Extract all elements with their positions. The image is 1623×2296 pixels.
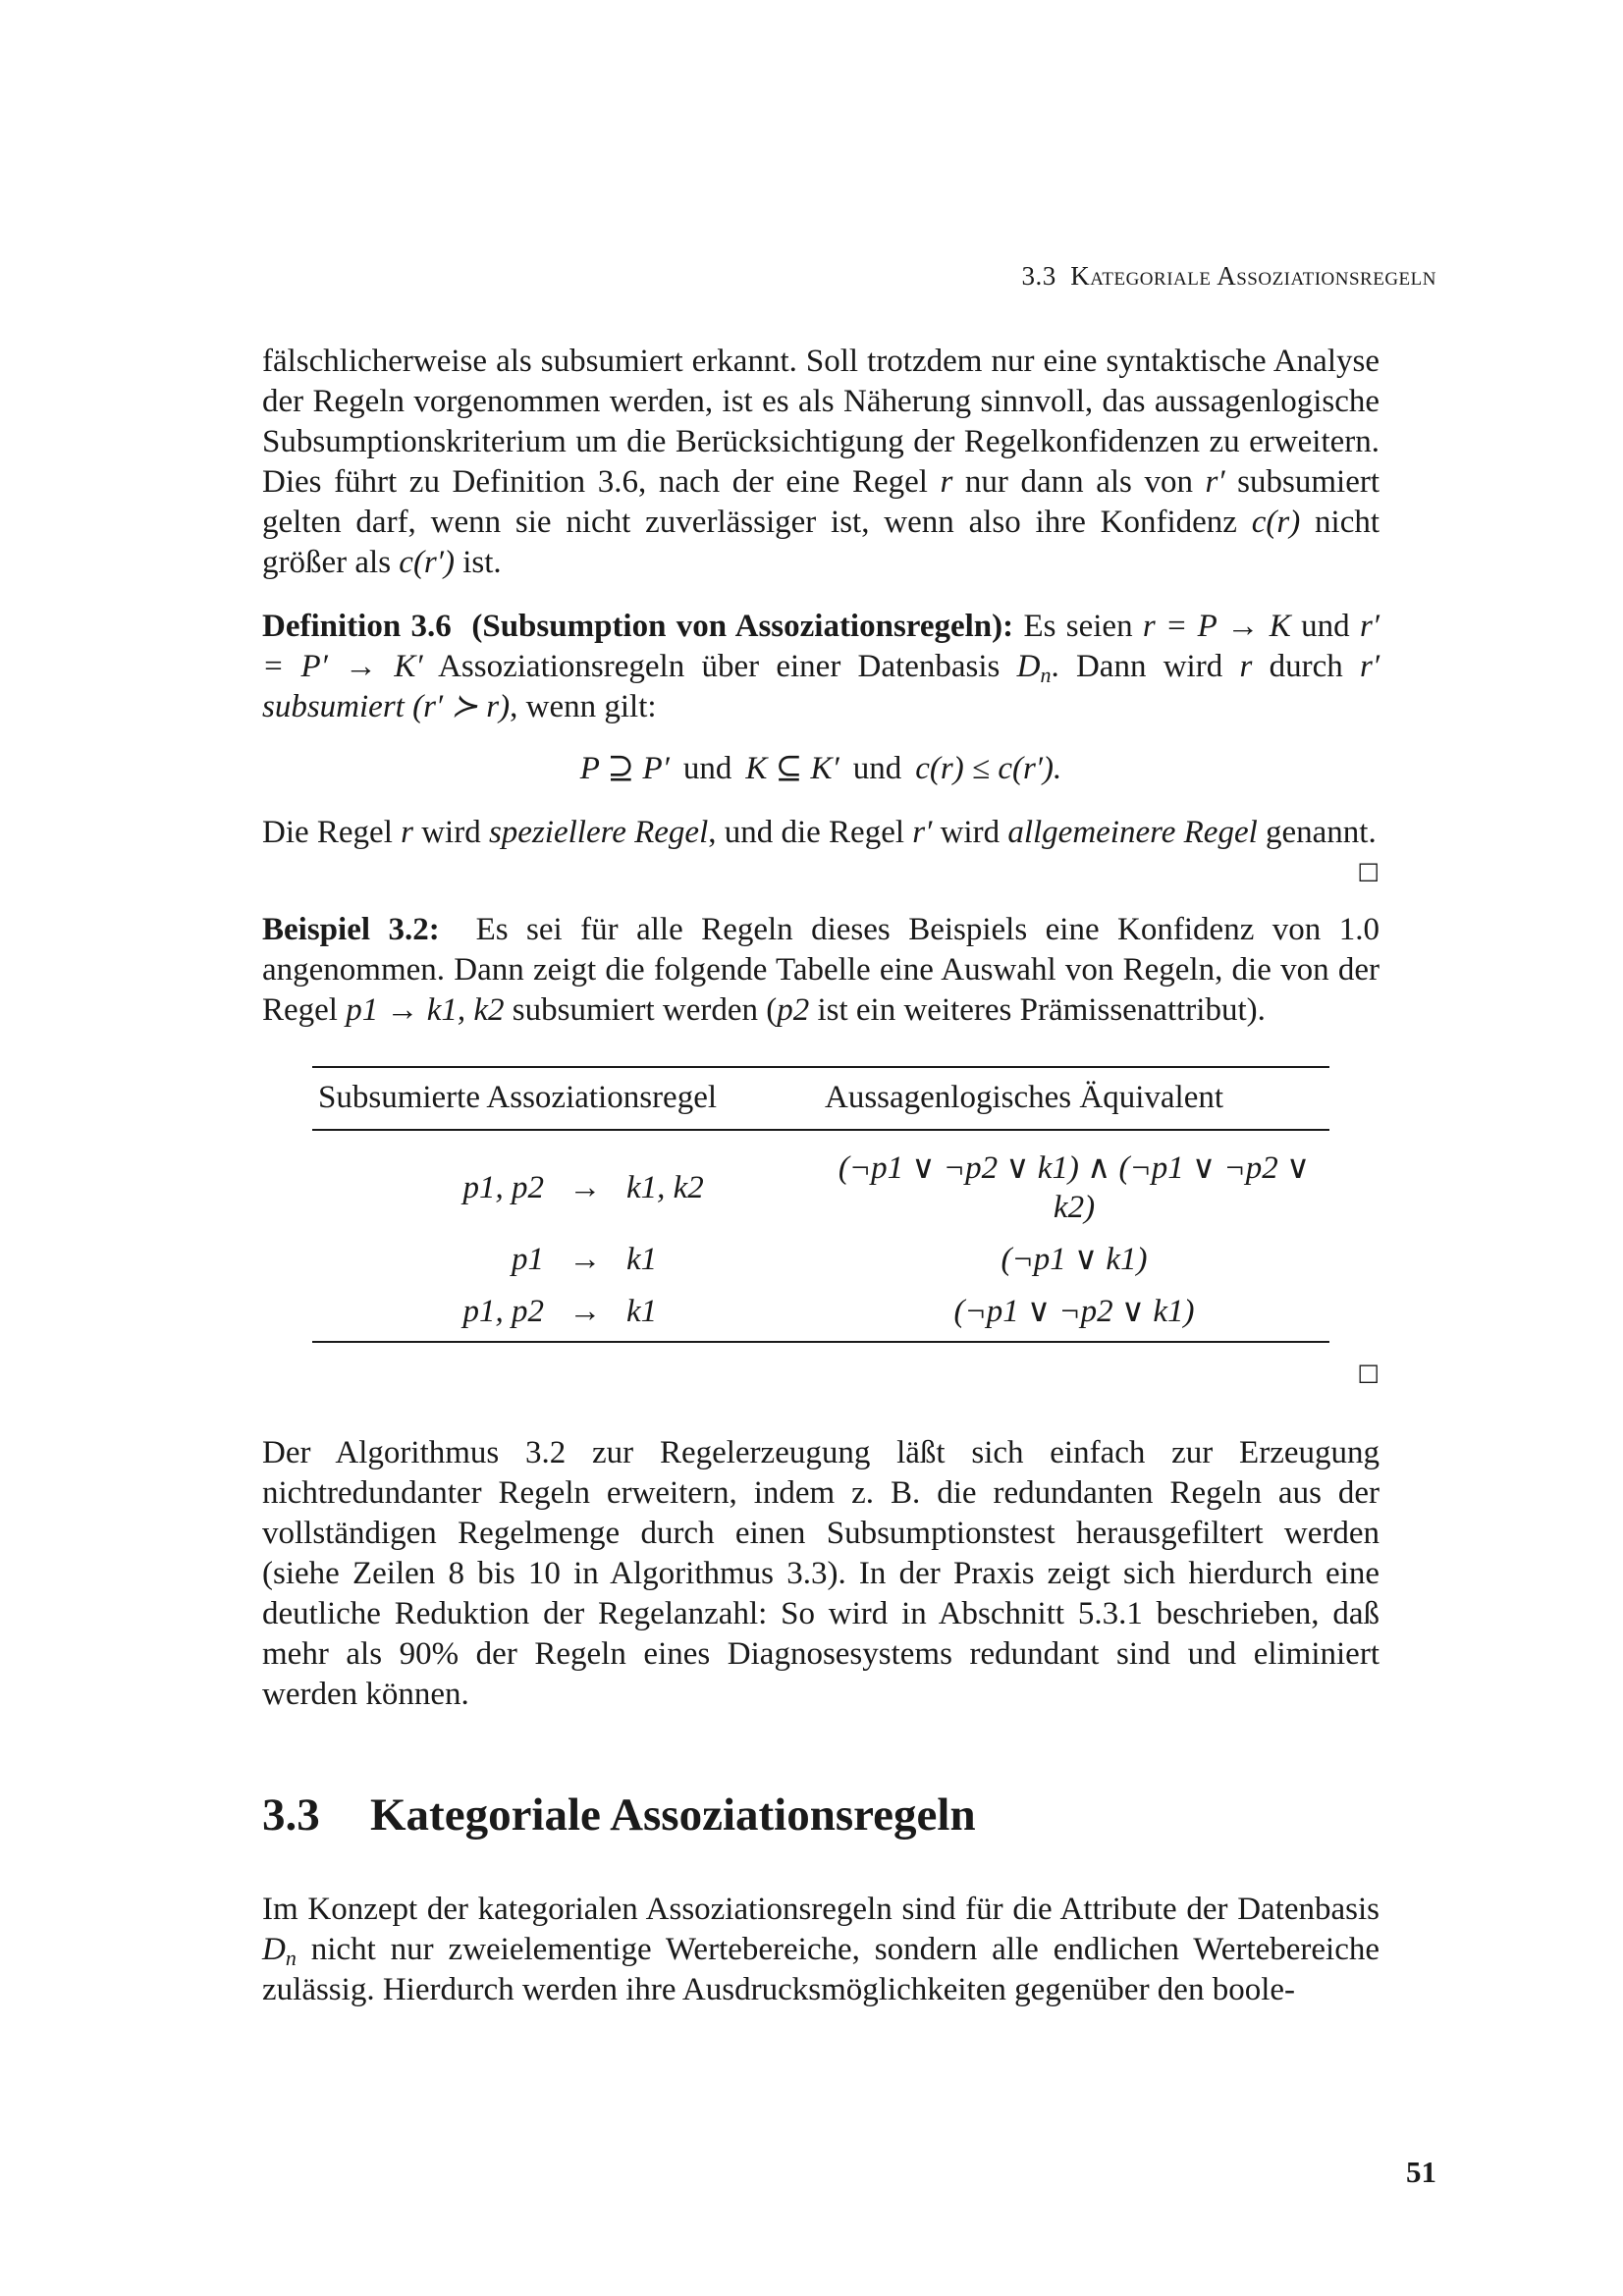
rule-premise: p1 [512, 1242, 544, 1277]
running-head-number: 3.3 [1021, 261, 1056, 291]
rule-arrow: → [568, 1170, 602, 1205]
qed-icon: □ [1357, 1359, 1380, 1386]
rule-equivalent: (¬p1 ∨ k1) [1001, 1242, 1148, 1277]
paragraph-subsumption-intro: fälschlicherweise als subsumiert erkannt. Soll trotzdem nur eine syntaktische Analyse der Regeln vorgenommen werden, ist es als Näherung sinnvoll, das aussagenlogische Subsumptionskriterium um die Berücksichtigung der Regelkonfidenzen zu erweitern. Dies führt zu Definition 3.6, nach der eine Regel r nur dann als von r′ subsumiert gelten darf, wenn sie nicht zuverlässiger ist, wenn also ihre Konfidenz c(r) nicht größer als c(r′) ist. [262, 344, 1380, 580]
table-row [312, 1234, 1329, 1286]
rule-equivalent: (¬p1 ∨ ¬p2 ∨ k1) ∧ (¬p1 ∨ ¬p2 ∨ k2) [838, 1150, 1311, 1225]
definition-statement: Definition 3.6 (Subsumption von Assoziationsregeln): Es seien r = P → K und r′ = P′ → K′ Assoziationsregeln über einer Datenbasis $D_n$. Dann wird r durch r′ subsumiert (r′ ≻ r), wenn gilt: [262, 609, 1380, 724]
table-row [312, 1286, 1329, 1342]
definition-3-6 [262, 607, 1380, 888]
running-head [1022, 261, 1437, 292]
display-formula: P ⊇ P′ und K ⊆ K′ und c(r) ≤ c(r′). [579, 751, 1062, 786]
section-title: Kategoriale Assoziationsregeln [370, 1789, 976, 1841]
table-row [312, 1130, 1329, 1234]
table-header-row [312, 1067, 1329, 1130]
definition-closing: Die Regel r wird speziellere Regel, und die Regel r′ wird allgemeinere Regel genannt. [262, 815, 1377, 850]
section-number: 3.3 [262, 1789, 320, 1841]
running-head-title: Kategoriale Assoziationsregeln [1070, 261, 1436, 291]
example-label: Beispiel 3.2: [262, 912, 440, 947]
table-header-rule: Subsumierte Assoziationsregel [312, 1067, 819, 1130]
rule-arrow: → [568, 1242, 602, 1277]
section-heading [262, 1788, 1380, 1842]
rule-conclusion: k1 [626, 1242, 658, 1277]
qed-icon: □ [1357, 857, 1380, 884]
paragraph-categorical-intro: Im Konzept der kategorialen Assoziationsregeln sind für die Attribute der Datenbasis $D_n$ nicht nur zweielementige Wertebereiche, sondern alle endlichen Wertebereiche zulässig. Hierdurch werden ihre Ausdrucksmöglichkeiten gegenüber den boole- [262, 1892, 1380, 2007]
paragraph-redundancy: Der Algorithmus 3.2 zur Regelerzeugung läßt sich einfach zur Erzeugung nichtredundanter Regeln erweitern, indem z. B. die redundanten Regeln aus der vollständigen Regelmenge durch einen Subsumptionstest herausgefiltert werden (siehe Zeilen 8 bis 10 in Algorithmus 3.3). In der Praxis zeigt sich hierdurch eine deutliche Reduktion der Regelanzahl: So wird in Abschnitt 5.3.1 beschrieben, daß mehr als 90% der Regeln eines Diagnosesystems redundant sind und eliminiert werden können. [262, 1435, 1380, 1712]
rule-equivalent: (¬p1 ∨ ¬p2 ∨ k1) [819, 1286, 1329, 1342]
subsumption-table [312, 1066, 1329, 1343]
table-header-equivalent: Aussagenlogisches Äquivalent [819, 1067, 1329, 1130]
example-statement: Beispiel 3.2: Es sei für alle Regeln dieses Beispiels eine Konfidenz von 1.0 angenommen. Dann zeigt die folgende Tabelle eine Auswahl von Regeln, die von der Regel p1 → k1, k2 subsumiert werden (p2 ist ein weiteres Prämissenattribut). [262, 912, 1380, 1028]
rule-premise: p1, p2 [312, 1286, 550, 1342]
rule-conclusion: k1, k2 [626, 1170, 704, 1205]
subsumiert-term: subsumiert [262, 689, 405, 724]
page-number: 51 [1406, 2155, 1436, 2189]
definition-label: Definition 3.6 [262, 609, 452, 644]
page-content [262, 342, 1380, 2010]
rule-arrow: → [550, 1286, 621, 1342]
rule-conclusion: k1 [621, 1286, 819, 1342]
rule-premise: p1, p2 [462, 1170, 544, 1205]
example-3-2 [262, 910, 1380, 1390]
definition-title: (Subsumption von Assoziationsregeln): [471, 609, 1014, 644]
